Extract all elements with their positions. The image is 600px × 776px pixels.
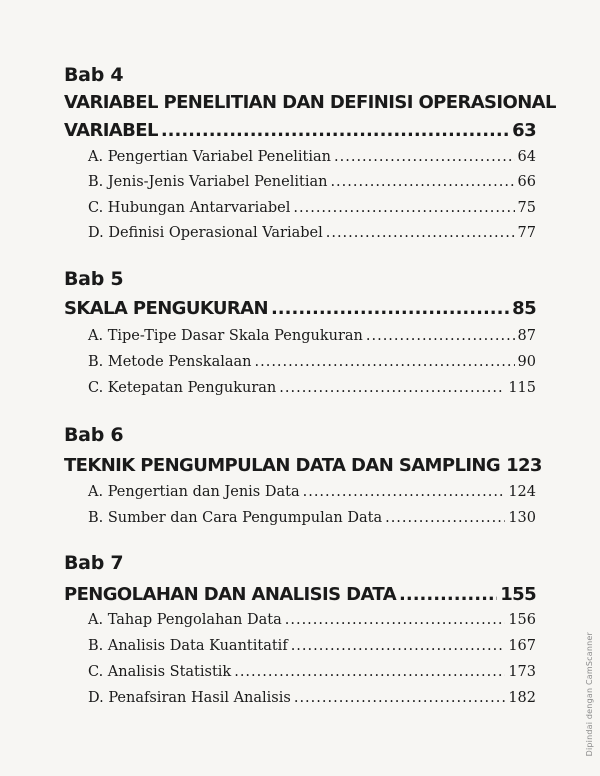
toc-entry-page: 87 <box>517 328 536 344</box>
toc-entry[interactable] <box>88 638 536 654</box>
chapter-6-number: Bab 6 <box>64 424 124 446</box>
leader-dots <box>385 510 505 525</box>
toc-entry-page: 124 <box>508 484 536 500</box>
toc-entry-page: 77 <box>517 225 536 241</box>
toc-entry-page: 156 <box>508 612 536 628</box>
toc-entry-label: C. Ketepatan Pengukuran <box>88 380 277 396</box>
leader-dots <box>303 484 506 499</box>
toc-entry-page: 64 <box>517 149 536 165</box>
chapter-6-title: TEKNIK PENGUMPULAN DATA DAN SAMPLING <box>64 455 501 476</box>
scanner-watermark: Dipindai dengan CamScanner <box>585 631 594 756</box>
chapter-5-number: Bab 5 <box>64 268 124 290</box>
chapter-7-page: 155 <box>500 584 536 605</box>
chapter-4-heading[interactable] <box>64 120 536 141</box>
toc-entry-page: 66 <box>517 174 536 190</box>
leader-dots <box>285 612 506 627</box>
leader-dots <box>399 584 497 602</box>
toc-entry-page: 167 <box>508 638 536 654</box>
toc-entry[interactable] <box>88 380 536 396</box>
toc-entry-page: 90 <box>517 354 536 370</box>
toc-entry[interactable] <box>88 225 536 241</box>
leader-dots <box>255 354 515 369</box>
toc-entry[interactable] <box>88 328 536 344</box>
chapter-7-number: Bab 7 <box>64 552 124 574</box>
toc-entry-page: 75 <box>517 200 536 216</box>
toc-entry-label: A. Tahap Pengolahan Data <box>88 612 282 628</box>
toc-entry[interactable] <box>88 174 536 190</box>
leader-dots <box>293 200 514 215</box>
toc-entry-page: 182 <box>508 690 536 706</box>
toc-entry-label: B. Jenis-Jenis Variabel Penelitian <box>88 174 328 190</box>
bleed-through-text <box>300 40 305 58</box>
chapter-6-page: 123 <box>506 455 542 476</box>
leader-dots <box>271 298 509 316</box>
leader-dots <box>291 638 506 653</box>
chapter-4-title-line1: VARIABEL PENELITIAN DAN DEFINISI OPERASIONAL <box>64 92 556 113</box>
leader-dots <box>366 328 515 343</box>
leader-dots <box>334 149 515 164</box>
toc-entry[interactable] <box>88 354 536 370</box>
chapter-5-title: SKALA PENGUKURAN <box>64 298 268 319</box>
toc-entry[interactable] <box>88 484 536 500</box>
leader-dots <box>294 690 505 705</box>
leader-dots <box>279 380 505 395</box>
leader-dots <box>326 225 515 240</box>
leader-dots <box>161 120 509 138</box>
toc-entry-label: A. Tipe-Tipe Dasar Skala Pengukuran <box>88 328 363 344</box>
leader-dots <box>234 664 505 679</box>
toc-entry[interactable] <box>88 149 536 165</box>
toc-entry-page: 173 <box>508 664 536 680</box>
toc-entry-label: C. Hubungan Antarvariabel <box>88 200 291 216</box>
chapter-7-heading[interactable] <box>64 584 536 605</box>
toc-entry-label: B. Analisis Data Kuantitatif <box>88 638 288 654</box>
chapter-4-page: 63 <box>512 120 536 141</box>
toc-entry[interactable] <box>88 510 536 526</box>
toc-entry[interactable] <box>88 200 536 216</box>
toc-entry-label: D. Definisi Operasional Variabel <box>88 225 323 241</box>
toc-entry-label: B. Metode Penskalaan <box>88 354 252 370</box>
toc-entry-label: A. Pengertian Variabel Penelitian <box>88 149 332 165</box>
chapter-6-heading[interactable] <box>64 455 542 476</box>
chapter-5-page: 85 <box>512 298 536 319</box>
toc-entry[interactable] <box>88 664 536 680</box>
chapter-7-title: PENGOLAHAN DAN ANALISIS DATA <box>64 584 397 605</box>
chapter-4-title: VARIABEL <box>64 120 158 141</box>
chapter-5-heading[interactable] <box>64 298 536 319</box>
toc-entry-label: D. Penafsiran Hasil Analisis <box>88 690 291 706</box>
chapter-4-number: Bab 4 <box>64 64 124 86</box>
toc-entry-page: 130 <box>508 510 536 526</box>
toc-entry-page: 115 <box>508 380 536 396</box>
toc-entry[interactable] <box>88 690 536 706</box>
toc-entry-label: C. Analisis Statistik <box>88 664 232 680</box>
toc-entry[interactable] <box>88 612 536 628</box>
toc-entry-label: A. Pengertian dan Jenis Data <box>88 484 300 500</box>
leader-dots <box>330 174 514 189</box>
toc-entry-label: B. Sumber dan Cara Pengumpulan Data <box>88 510 383 526</box>
